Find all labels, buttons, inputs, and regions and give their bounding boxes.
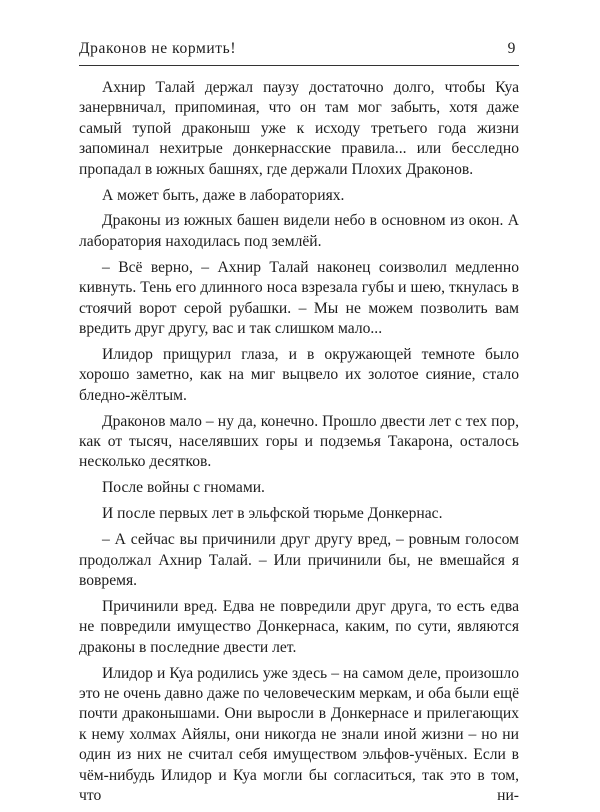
running-head-title: Драконов не кормить! <box>79 40 237 57</box>
paragraph: Драконов мало – ну да, конечно. Прошло двести лет с тех пор, как от тысяч, населявших горы и подземья Такарона, осталось несколько десятков. <box>79 412 519 471</box>
paragraph: Причинили вред. Едва не повредили друг друга, то есть едва не повредили имущество Донкернаса, каким, по сути, являются драконы в последние двести лет. <box>79 597 519 656</box>
running-header <box>79 40 519 64</box>
paragraph: Драконы из южных башен видели небо в основном из окон. А лаборатория находилась под землёй. <box>79 212 519 250</box>
header-divider <box>79 65 519 66</box>
paragraph: Илидор и Куа родились уже здесь – на самом деле, произошло это не очень давно даже по человеческим меркам, и оба были ещё почти драконышами. Они выросли в Донкернасе и прилегающих к нему холмах Айялы, они никогда не знали иной жизни – но ни один из них не считал себя имуществом эльфов-учёных. Если в чём-нибудь Илидор и Куа могли бы согласиться, так это в том, что ни- <box>79 664 519 804</box>
paragraph: После войны с гномами. <box>102 479 265 497</box>
paragraph: Илидор прищурил глаза, и в окружающей темноте было хорошо заметно, как на миг выцвело их золотое сияние, стало бледно-жёлтым. <box>79 345 519 404</box>
paragraph: А может быть, даже в лабораториях. <box>102 186 345 204</box>
paragraph: И после первых лет в эльфской тюрьме Донкернас. <box>102 505 443 523</box>
paragraph: – А сейчас вы причинили друг другу вред, – ровным голосом продолжал Ахнир Талай. – Или причинили бы, не вмешайся я вовремя. <box>79 531 519 589</box>
paragraph: Ахнир Талай держал паузу достаточно долго, чтобы Куа занервничал, припоминая, что он там мог забыть, хотя даже самый тупой драконыш уже к исходу третьего года жизни запоминал нехитрые донкернасские правила... или бесследно пропадал в южных башнях, где держали Плохих Драконов. <box>79 79 519 178</box>
body-text <box>79 78 519 812</box>
paragraph: – Всё верно, – Ахнир Талай наконец соизволил медленно кивнуть. Тень его длинного носа взрезала губы и шею, ткнулась в стоячий ворот серой рубашки. – Мы не можем позволить вам вредить друг другу, вас и так слишком мало... <box>79 258 519 337</box>
page-number: 9 <box>507 40 516 57</box>
